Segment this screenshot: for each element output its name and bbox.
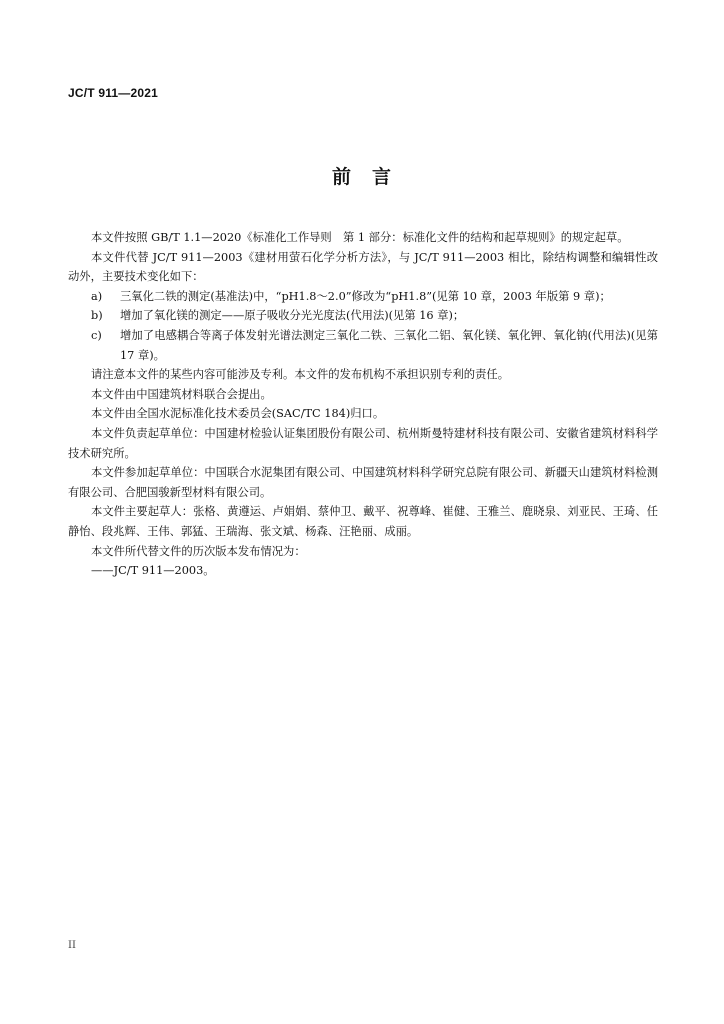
paragraph-lead-drafters: 本文件负责起草单位：中国建材检验认证集团股份有限公司、杭州斯曼特建材科技有限公司、安徽省建筑材料科学技术研究所。 xyxy=(68,426,658,460)
paragraph-committee: 本文件由全国水泥标准化技术委员会(SAC/TC 184)归口。 xyxy=(91,407,385,421)
standard-code: JC/T 911—2021 xyxy=(68,86,158,100)
list-marker: b) xyxy=(91,309,103,323)
paragraph-previous-version: ——JC/T 911—2003。 xyxy=(91,564,215,578)
list-item xyxy=(68,287,658,307)
paragraph-replacement: 本文件代替 JC/T 911—2003《建材用萤石化学分析方法》，与 JC/T 911—2003 相比，除结构调整和编辑性改动外，主要技术变化如下： xyxy=(68,250,658,284)
list-item-text: 增加了氧化镁的测定——原子吸收分光光度法(代用法)(见第 16 章)； xyxy=(120,309,465,323)
paragraph-proposer: 本文件由中国建筑材料联合会提出。 xyxy=(91,387,272,401)
list-item-text: 增加了电感耦合等离子体发射光谱法测定三氧化二铁、三氧化二铝、氧化镁、氧化钾、氧化钠(代用法)(见第 17 章)。 xyxy=(120,328,658,362)
list-marker: a) xyxy=(91,289,103,303)
paragraph-patent-notice: 请注意本文件的某些内容可能涉及专利。本文件的发布机构不承担识别专利的责任。 xyxy=(91,368,509,382)
list-item xyxy=(68,306,658,326)
paragraph-main-drafters: 本文件主要起草人：张格、黄遵运、卢娟娟、蔡仲卫、戴平、祝尊峰、崔健、王雅兰、鹿晓泉、刘亚民、王琦、任静怡、段兆辉、王伟、郭猛、王瑞海、张文斌、杨森、汪艳丽、成丽。 xyxy=(68,505,658,538)
paragraph-participating-drafters: 本文件参加起草单位：中国联合水泥集团有限公司、中国建筑材料科学研究总院有限公司、新疆天山建筑材料检测有限公司、合肥国骏新型材料有限公司。 xyxy=(68,466,658,499)
paragraph-version-history: 本文件所代替文件的历次版本发布情况为： xyxy=(91,544,306,558)
page-number: II xyxy=(68,940,76,951)
list-marker: c) xyxy=(91,328,102,342)
list-item-text: 三氧化二铁的测定(基准法)中，“pH1.8～2.0”修改为“pH1.8”(见第 10 章，2003 年版第 9 章)； xyxy=(120,289,611,303)
list-item xyxy=(68,326,658,365)
page-title: 前 言 xyxy=(331,166,392,188)
paragraph-drafting-rules: 本文件按照 GB/T 1.1—2020《标准化工作导则 第 1 部分：标准化文件的结构和起草规则》的规定起草。 xyxy=(91,231,629,244)
foreword-body xyxy=(68,228,658,581)
